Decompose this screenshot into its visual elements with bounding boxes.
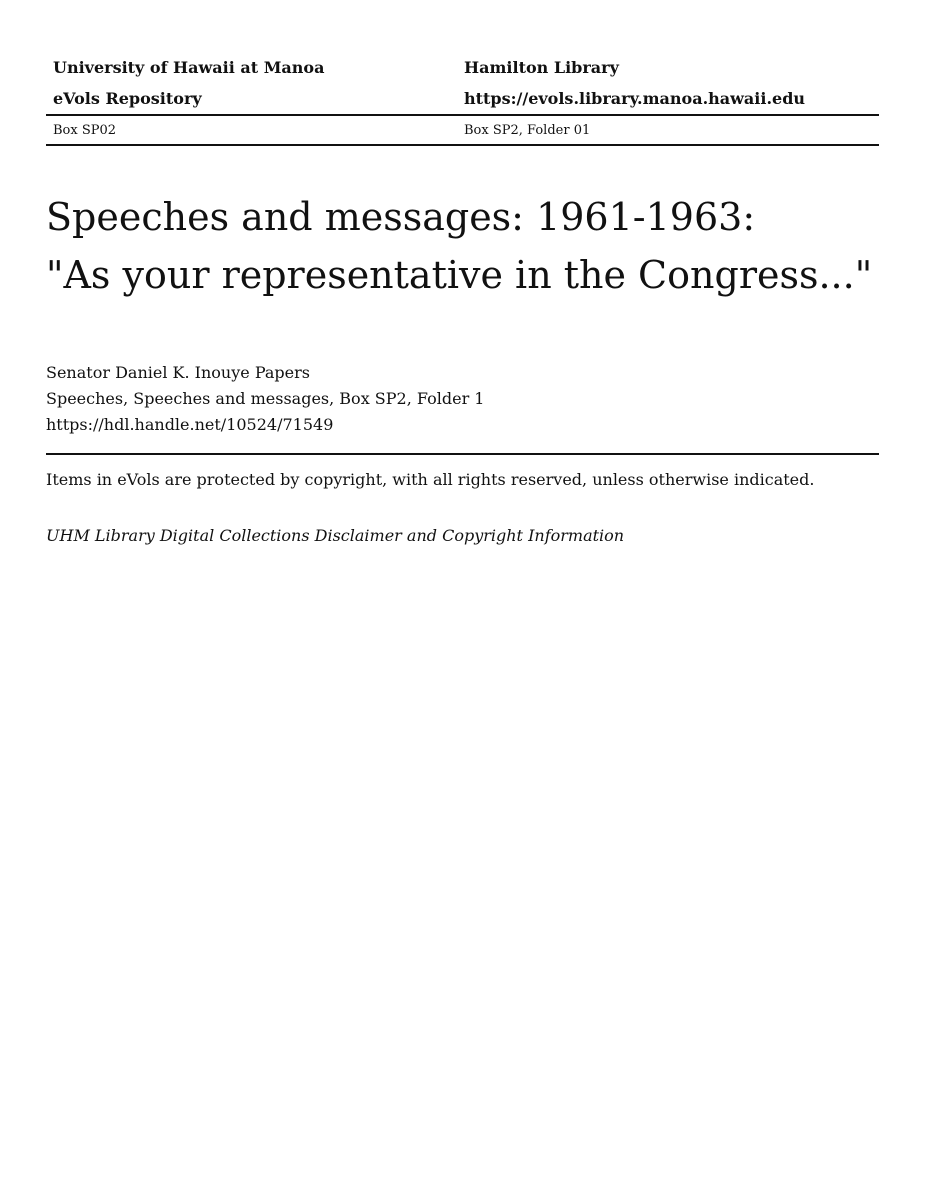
header-row-3: [46, 116, 879, 144]
library-name: Hamilton Library: [464, 58, 619, 77]
institution-name: University of Hawaii at Manoa: [53, 58, 325, 77]
title-line-1: Speeches and messages: 1961-1963:: [46, 195, 756, 239]
collection-name: Senator Daniel K. Inouye Papers: [46, 363, 310, 382]
document-metadata: [46, 360, 484, 438]
title-line-2: "As your representative in the Congress...": [46, 253, 873, 297]
header-row-1: [46, 52, 879, 83]
disclaimer-link[interactable]: UHM Library Digital Collections Disclaimer and Copyright Information: [46, 526, 625, 545]
item-location: Speeches, Speeches and messages, Box SP2, Folder 1: [46, 389, 485, 408]
repository-url[interactable]: https://evols.library.manoa.hawaii.edu: [464, 89, 806, 108]
header: [46, 52, 879, 146]
box-label: Box SP02: [53, 122, 117, 138]
footer-divider: [46, 453, 879, 455]
repository-name: eVols Repository: [53, 89, 202, 108]
folder-label: Box SP2, Folder 01: [464, 122, 591, 138]
header-divider-bottom: [46, 144, 879, 146]
document-title: [46, 188, 886, 304]
copyright-notice: Items in eVols are protected by copyright, with all rights reserved, unless otherwise indicated.: [46, 470, 815, 489]
header-row-2: [46, 83, 879, 114]
handle-link[interactable]: https://hdl.handle.net/10524/71549: [46, 415, 334, 434]
